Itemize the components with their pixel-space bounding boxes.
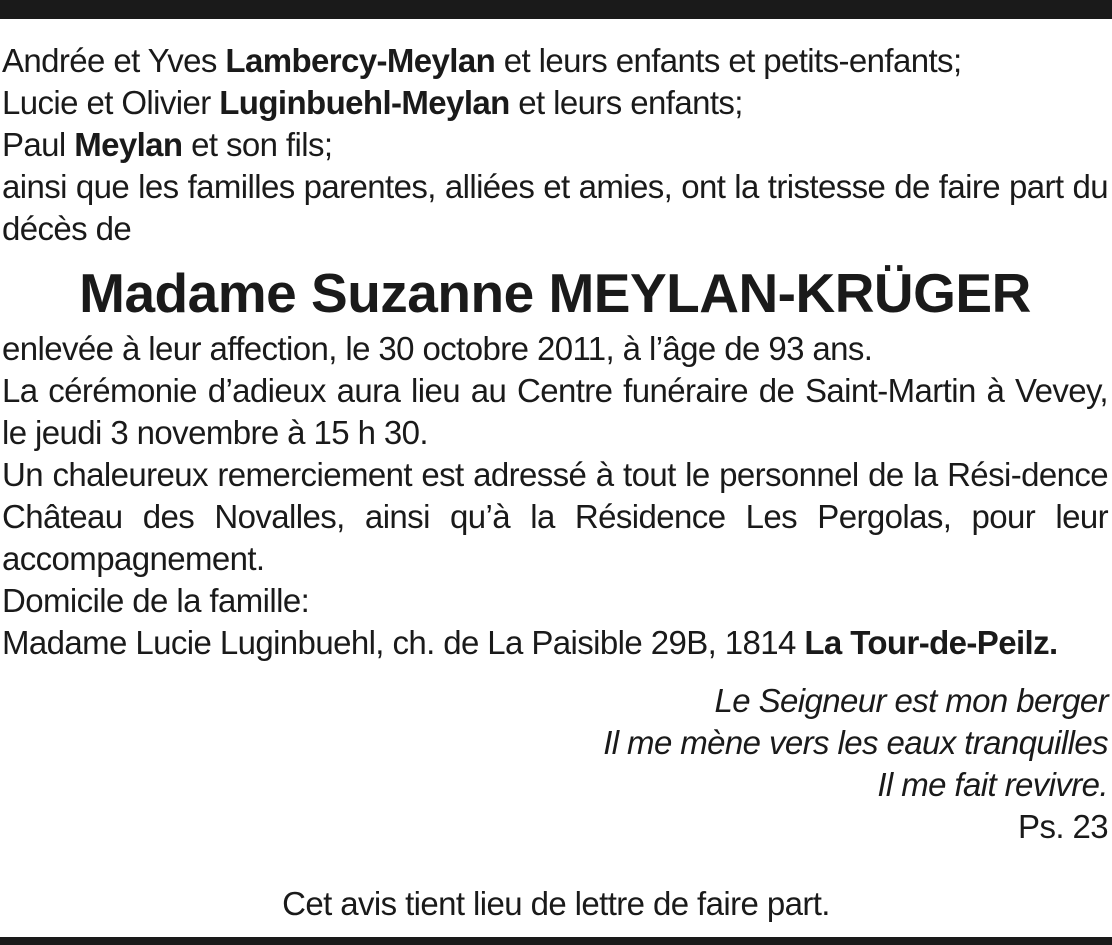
psalm-verse	[2, 680, 1108, 806]
family-line-2-text: Lucie et Olivier	[2, 84, 220, 121]
bottom-rule	[0, 937, 1112, 945]
family-line-3-rest: et son fils;	[182, 126, 333, 163]
announcement-line: ainsi que les familles parentes, alliées et amies, ont la tristesse de faire part du décès de	[2, 168, 1108, 247]
footer-note: Cet avis tient lieu de lettre de faire part.	[282, 885, 830, 922]
psalm-reference: Ps. 23	[1018, 808, 1108, 845]
family-line-1-rest: et leurs enfants et petits-enfants;	[495, 42, 962, 79]
thanks-paragraph: Un chaleureux remerciement est adressé à tout le personnel de la Rési-dence Château des Novalles, ainsi qu’à la Résidence Les Pergolas, pour leur accompagnement.	[2, 456, 1108, 577]
domicile-street: Madame Lucie Luginbuehl, ch. de La Paisible 29B, 1814	[2, 624, 805, 661]
death-details: enlevée à leur affection, le 30 octobre 2011, à l’âge de 93 ans.	[2, 330, 873, 367]
family-line-1	[2, 40, 1108, 82]
domicile-label: Domicile de la famille:	[2, 582, 310, 619]
family-line-2-rest: et leurs enfants;	[509, 84, 743, 121]
family-line-3	[2, 124, 1108, 166]
family-line-2	[2, 82, 1108, 124]
ceremony-details: La cérémonie d’adieux aura lieu au Centre funéraire de Saint-Martin à Vevey, le jeudi 3 novembre à 15 h 30.	[2, 372, 1108, 451]
family-line-2-surname: Luginbuehl-Meylan	[219, 84, 510, 121]
verse-line-1: Le Seigneur est mon berger	[714, 682, 1108, 719]
family-line-1-text: Andrée et Yves	[2, 42, 226, 79]
family-line-1-surname: Lambercy-Meylan	[225, 42, 496, 79]
family-line-3-surname: Meylan	[74, 126, 183, 163]
domicile-address	[2, 622, 1108, 664]
family-line-3-text: Paul	[2, 126, 75, 163]
obituary-notice	[2, 40, 1108, 848]
deceased-name: Madame Suzanne MEYLAN-KRÜGER	[79, 262, 1031, 324]
verse-line-2: Il me mène vers les eaux tranquilles	[603, 724, 1108, 761]
top-rule	[0, 0, 1112, 19]
domicile-city: La Tour-de-Peilz.	[804, 624, 1058, 661]
verse-line-3: Il me fait revivre.	[877, 766, 1108, 803]
